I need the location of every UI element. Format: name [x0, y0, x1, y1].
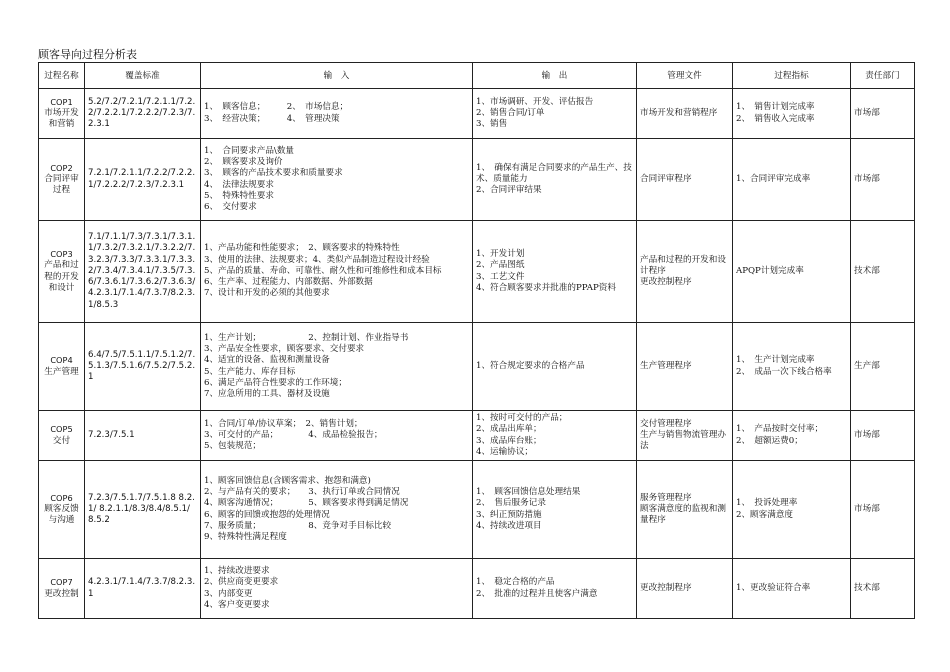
doc-item: 服务管理程序 [640, 492, 692, 503]
input-item: 5、产品的质量、寿命、可靠性、耐久性和可维修性和成本目标 [204, 265, 442, 276]
output-item: 2、 售后服务记录 [476, 498, 546, 509]
input-item: 6、顾客的回馈或抱怨的处理情况 [204, 509, 330, 520]
input-item: 1、合同/订单/协议草案； 2、销售计划； [204, 418, 363, 429]
header-docs: 管理文件 [637, 63, 733, 89]
standard-cell: 5.2/7.2/7.2.1/7.2.1.1/7.2.2/7.2.2.1/7.2.2.2/7.2.3/7.2.3.1 [85, 89, 201, 139]
table-row [39, 559, 915, 619]
input-cell [201, 411, 473, 461]
output-item: 2、成品出库单； [476, 424, 542, 435]
input-item: 9、特殊特性满足程度 [204, 531, 287, 542]
process-name: 市场开发和营销 [44, 107, 79, 130]
table-row [39, 89, 915, 139]
dept-cell: 技术部 [851, 559, 915, 619]
docs-cell [637, 139, 733, 221]
output-item: 3、成品库台账； [476, 435, 542, 446]
input-cell [201, 139, 473, 221]
docs-cell [637, 221, 733, 323]
dept-cell: 生产部 [851, 323, 915, 411]
input-item: 7、服务质量； 8、竞争对手目标比较 [204, 520, 392, 531]
kpi-cell [733, 221, 851, 323]
standard-cell: 7.2.1/7.2.1.1/7.2.2/7.2.2.1/7.2.2.2/7.2.3/7.2.3.1 [85, 139, 201, 221]
process-name: 合同评审过程 [44, 173, 79, 196]
standard-cell: 7.2.3/7.5.1 [85, 411, 201, 461]
kpi-cell [733, 139, 851, 221]
output-cell [473, 221, 637, 323]
table-row [39, 221, 915, 323]
input-item: 3、 经营决策； 4、 管理决策 [204, 113, 340, 124]
process-analysis-table [38, 62, 915, 619]
output-item: 3、销售 [476, 119, 508, 130]
input-item: 1、产品功能和性能要求； 2、顾客要求的特殊特性 [204, 243, 400, 254]
input-item: 4、客户变更要求 [204, 599, 270, 610]
docs-cell [637, 411, 733, 461]
kpi-item: APQP计划完成率 [736, 265, 804, 276]
output-item: 4、符合顾客要求并批准的PPAP资料 [476, 282, 616, 293]
output-cell [473, 323, 637, 411]
input-item: 4、适宜的设备、监视和测量设备 [204, 355, 330, 366]
output-item: 4、运输协议； [476, 446, 534, 457]
kpi-cell [733, 323, 851, 411]
table-row [39, 411, 915, 461]
input-item: 1、顾客回馈信息(含顾客需求、抱怨和满意) [204, 475, 371, 486]
kpi-item: 2、 成品一次下线合格率 [736, 366, 832, 377]
input-item: 1、生产计划； 2、控制计划、作业指导书 [204, 332, 409, 343]
process-cell [39, 139, 85, 221]
input-item: 4、顾客沟通情况； 5、顾客要求得到满足情况 [204, 498, 409, 509]
input-item: 2、与产品有关的要求； 3、执行订单或合同情况 [204, 487, 400, 498]
output-item: 2、销售合同/订单 [476, 107, 545, 118]
header-standard: 覆盖标准 [85, 63, 201, 89]
input-item: 3、 顾客的产品技术要求和质量要求 [204, 168, 343, 179]
kpi-item: 1、 投诉处理率 [736, 498, 798, 509]
kpi-item: 1、 销售计划完成率 [736, 102, 815, 113]
standard-cell: 4.2.3.1/7.1.4/7.3.7/8.2.3.1 [85, 559, 201, 619]
output-item: 2、 批准的过程并且使客户满意 [476, 588, 598, 599]
doc-item: 市场开发和营销程序 [640, 107, 718, 118]
output-item: 1、按时可交付的产品； [476, 413, 568, 424]
kpi-cell [733, 461, 851, 559]
doc-item: 生产管理程序 [640, 360, 692, 371]
standard-cell: 7.1/7.1.1/7.3/7.3.1/7.3.1.1/7.3.2/7.3.2.1/7.3.2.2/7.3.2.3/7.3.3/7.3.3.1/7.3.3.2/7.3.4/7.3.4.1/7.3.5/7.3.6/7.3.6.1/7.3.6.2/7.3.6.3/4.2.3.1/7.1.4/7.3.7/8.2.3.1/8.5.3 [85, 221, 201, 323]
header-kpi: 过程指标 [733, 63, 851, 89]
process-code: COP5 [50, 424, 73, 435]
standard-cell: 6.4/7.5/7.5.1.1/7.5.1.2/7.5.1.3/7.5.1.6/7.5.2/7.5.2.1 [85, 323, 201, 411]
dept-cell: 市场部 [851, 411, 915, 461]
kpi-item: 2、 销售收入完成率 [736, 113, 815, 124]
process-name: 顾客反馈与沟通 [44, 503, 79, 526]
docs-cell [637, 89, 733, 139]
doc-item: 更改控制程序 [640, 582, 692, 593]
input-item: 5、包装规范； [204, 441, 262, 452]
output-cell [473, 411, 637, 461]
header-input: 输 入 [201, 63, 473, 89]
output-item: 3、纠正预防措施 [476, 509, 542, 520]
process-code: COP4 [50, 355, 73, 366]
process-code: COP3 [50, 249, 73, 260]
kpi-item: 1、合同评审完成率 [736, 173, 811, 184]
process-cell [39, 89, 85, 139]
input-cell [201, 559, 473, 619]
input-item: 2、供应商变更要求 [204, 577, 279, 588]
doc-item: 更改控制程序 [640, 277, 692, 288]
header-output: 输 出 [473, 63, 637, 89]
output-cell [473, 559, 637, 619]
output-cell [473, 139, 637, 221]
doc-item: 交付管理程序 [640, 418, 692, 429]
input-cell [201, 323, 473, 411]
input-item: 1、 顾客信息； 2、 市场信息； [204, 102, 349, 113]
dept-cell: 市场部 [851, 461, 915, 559]
docs-cell [637, 461, 733, 559]
output-item: 1、符合规定要求的合格产品 [476, 360, 585, 371]
input-item: 2、 顾客要求及询价 [204, 157, 283, 168]
doc-item: 生产与销售物流管理办法 [640, 429, 726, 452]
input-item: 3、内部变更 [204, 588, 253, 599]
docs-cell [637, 323, 733, 411]
output-item: 2、产品图纸 [476, 260, 525, 271]
table-header-row [39, 63, 915, 89]
output-item: 1、开发计划 [476, 249, 525, 260]
kpi-item: 1、更改验证符合率 [736, 582, 811, 593]
input-cell [201, 461, 473, 559]
input-item: 4、 法律法规要求 [204, 179, 274, 190]
docs-cell [637, 559, 733, 619]
process-cell [39, 461, 85, 559]
process-cell [39, 221, 85, 323]
table-row [39, 323, 915, 411]
process-name: 交付 [52, 435, 71, 446]
dept-cell: 市场部 [851, 89, 915, 139]
output-item: 1、市场调研、开发、评估报告 [476, 96, 594, 107]
kpi-cell [733, 89, 851, 139]
input-cell [201, 221, 473, 323]
header-process: 过程名称 [39, 63, 85, 89]
process-code: COP7 [50, 577, 73, 588]
table-row [39, 139, 915, 221]
input-item: 3、可交付的产品； 4、成品检验报告； [204, 429, 383, 440]
process-code: COP6 [50, 492, 73, 503]
output-item: 1、 顾客回馈信息处理结果 [476, 487, 581, 498]
input-item: 5、 特殊特性要求 [204, 190, 274, 201]
input-item: 6、 交付要求 [204, 201, 257, 212]
input-item: 6、生产率、过程能力、内部数据、外部数据 [204, 277, 373, 288]
input-item: 3、产品安全性要求，顾客要求、交付要求 [204, 344, 365, 355]
output-item: 1、 稳定合格的产品 [476, 577, 555, 588]
kpi-item: 1、 生产计划完成率 [736, 355, 815, 366]
output-cell [473, 461, 637, 559]
table-row [39, 461, 915, 559]
output-item: 3、工艺文件 [476, 271, 525, 282]
kpi-cell [733, 411, 851, 461]
process-code: COP1 [50, 96, 73, 107]
input-item: 6、满足产品符合性要求的工作环境； [204, 377, 347, 388]
header-dept: 责任部门 [851, 63, 915, 89]
process-cell [39, 411, 85, 461]
process-name: 产品和过程的开发和设计 [44, 260, 79, 293]
output-item: 4、持续改进项目 [476, 520, 542, 531]
input-item: 1、持续改进要求 [204, 566, 270, 577]
standard-cell: 7.2.3/7.5.1.7/7.5.1.8 8.2.1/ 8.2.1.1/8.3/8.4/8.5.1/8.5.2 [85, 461, 201, 559]
input-item: 1、 合同要求产品\数量 [204, 145, 295, 156]
process-cell [39, 559, 85, 619]
page-title: 顾客导向过程分析表 [38, 48, 137, 61]
output-item: 1、 确保有满足合同要求的产品生产、技术、质量能力 [476, 162, 632, 184]
doc-item: 产品和过程的开发和设计程序 [640, 254, 726, 276]
output-item: 2、合同评审结果 [476, 185, 542, 196]
kpi-cell [733, 559, 851, 619]
process-cell [39, 323, 85, 411]
kpi-item: 2、 超额运费0； [736, 435, 803, 446]
kpi-item: 2、顾客满意度 [736, 509, 794, 520]
input-item: 3、使用的法律、法规要求；4、类似产品制造过程设计经验 [204, 254, 430, 265]
process-name: 生产管理 [44, 366, 79, 377]
input-cell [201, 89, 473, 139]
kpi-item: 1、 产品按时交付率； [736, 424, 824, 435]
doc-item: 顾客满意度的监视和测量程序 [640, 503, 726, 526]
table-body [39, 89, 915, 619]
dept-cell: 市场部 [851, 139, 915, 221]
doc-item: 合同评审程序 [640, 173, 692, 184]
dept-cell: 技术部 [851, 221, 915, 323]
input-item: 7、应急所用的工具、器材及设施 [204, 388, 330, 399]
input-item: 5、生产能力、库存目标 [204, 366, 296, 377]
process-name: 更改控制 [44, 588, 79, 599]
process-code: COP2 [50, 162, 73, 173]
output-cell [473, 89, 637, 139]
input-item: 7、设计和开发的必须的其他要求 [204, 288, 330, 299]
